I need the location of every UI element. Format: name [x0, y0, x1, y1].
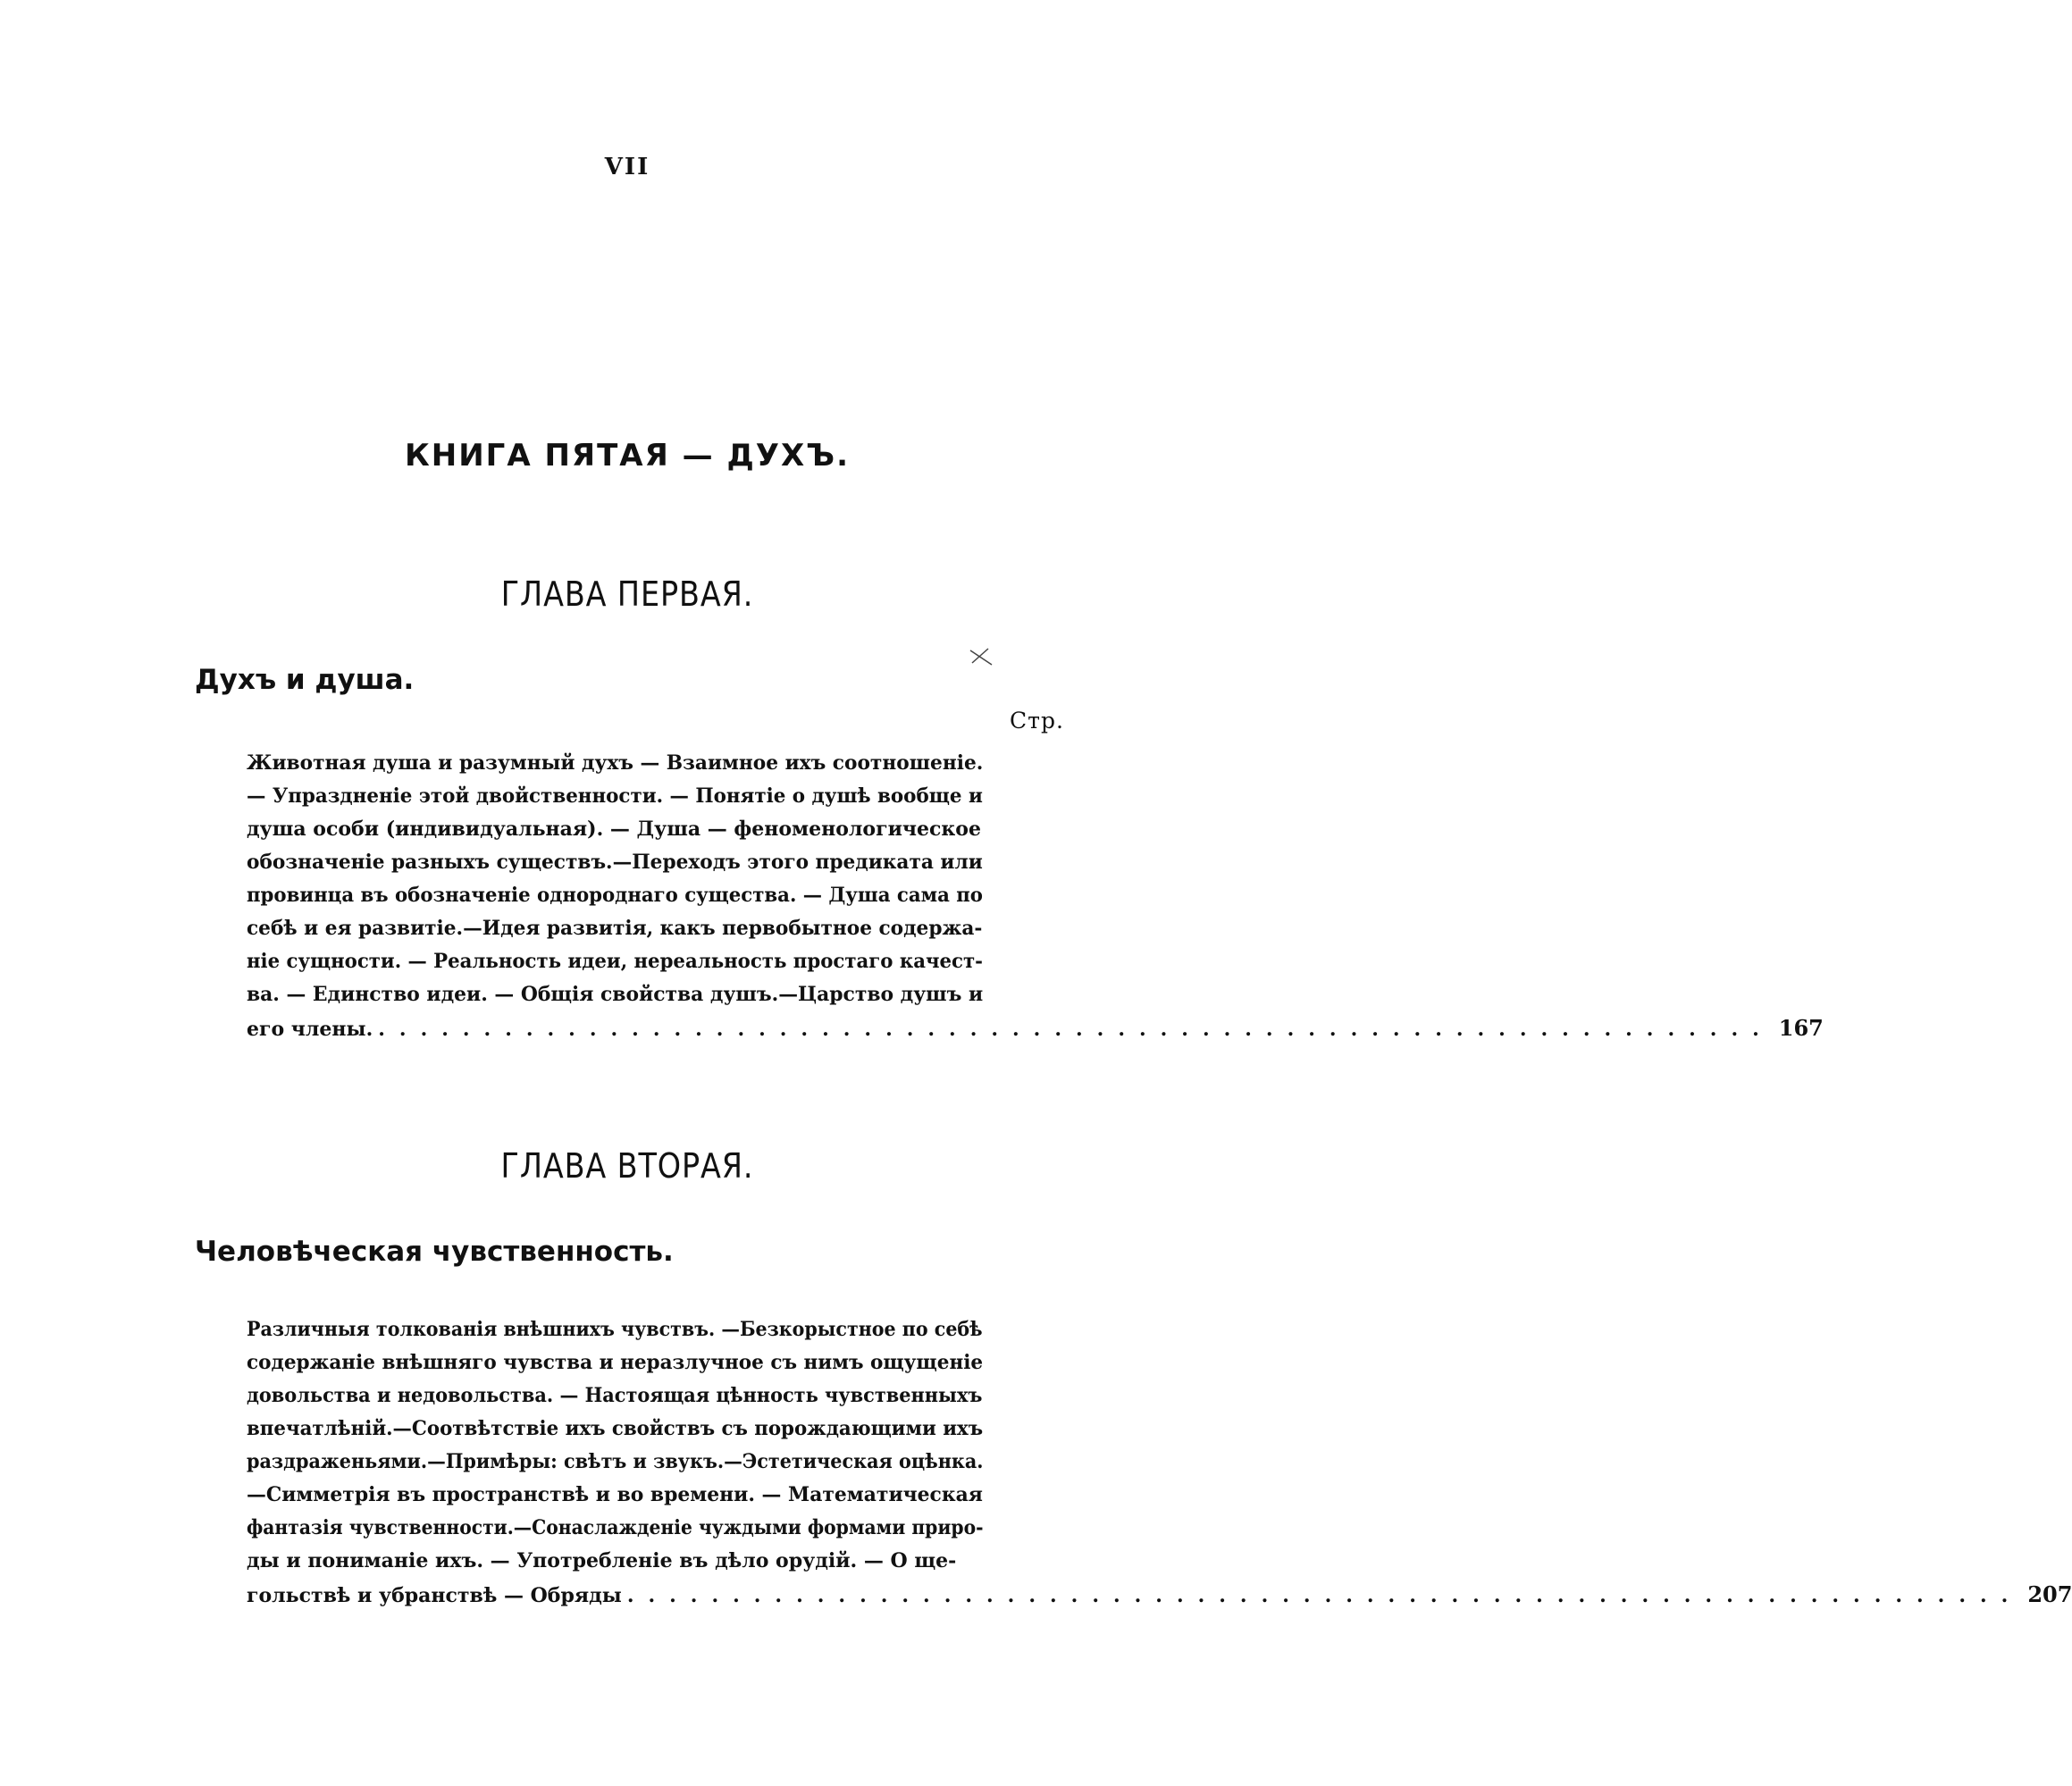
summary-line: фантазія чувственности.—Сонаслажденіе чуждыми формами приро-	[247, 1516, 984, 1539]
chapter-1-heading: ГЛАВА ПЕРВАЯ.	[500, 574, 754, 614]
summary-line: Различныя толкованія внѣшнихъ чувствъ. —Безкорыстное по себѣ	[247, 1318, 983, 1341]
page-number: VII	[604, 154, 650, 180]
summary-line: душа особи (индивидуальная). — Душа — феноменологическое	[247, 818, 981, 841]
summary-line: обозначеніе разныхъ существъ.—Переходъ этого предиката или	[247, 851, 983, 874]
summary-last-line: его члены.	[247, 1018, 373, 1041]
summary-line: ніе сущности. — Реальность идеи, нереальность простаго качест-	[247, 950, 983, 973]
chapter-2-title: Человѣческая чувственность.	[195, 1236, 674, 1268]
chapter-1-leader-row	[247, 1011, 1824, 1044]
summary-line: провинца въ обозначеніе однороднаго существа. — Душа сама по	[247, 884, 983, 907]
chapter-1-page-ref: 167	[1778, 1015, 1824, 1041]
pencil-mark-icon	[967, 645, 997, 672]
chapter-1-summary	[247, 747, 1824, 1044]
summary-line: ды и пониманіе ихъ. — Употребленіе въ дѣло орудій. — О ще-	[247, 1549, 957, 1572]
chapter-1-title: Духъ и душа.	[195, 664, 415, 696]
summary-line: содержаніе внѣшняго чувства и неразлучное съ нимъ ощущеніе	[247, 1351, 984, 1374]
summary-last-line: гольствѣ и убранствѣ — Обряды	[247, 1584, 622, 1607]
summary-line: впечатлѣній.—Соотвѣтствіе ихъ свойствъ съ порождающими ихъ	[247, 1417, 984, 1440]
summary-line: себѣ и ея развитіе.—Идея развитія, какъ первобытное содержа-	[247, 917, 983, 940]
chapter-2-leader-row	[247, 1578, 2072, 1611]
chapter-2-heading: ГЛАВА ВТОРАЯ.	[500, 1146, 754, 1186]
pages-column-label: Стр.	[1010, 708, 1064, 734]
dot-leader: ..................................................................	[626, 1584, 2023, 1607]
chapter-1-summary-text	[247, 747, 1060, 1011]
summary-line: раздраженьями.—Примѣры: свѣтъ и звукъ.—Эстетическая оцѣнка.	[247, 1450, 984, 1473]
summary-line: —Симметрія въ пространствѣ и во времени. — Математическая	[247, 1483, 983, 1506]
dot-leader: ..................................................................	[378, 1018, 1774, 1041]
summary-line: ва. — Единство идеи. — Общія свойства душъ.—Царство душъ и	[247, 983, 984, 1006]
summary-line: — Упраздненіе этой двойственности. — Понятіе о душѣ вообще и	[247, 784, 983, 808]
chapter-2-summary	[247, 1313, 2072, 1611]
chapter-2-summary-text	[247, 1313, 1060, 1578]
book-title: КНИГА ПЯТАЯ — ДУХЪ.	[404, 438, 851, 474]
chapter-2-page-ref: 207	[2027, 1581, 2072, 1607]
summary-line: Животная душа и разумный духъ — Взаимное ихъ соотношеніе.	[247, 751, 984, 775]
summary-line: довольства и недовольства. — Настоящая цѣнность чувственныхъ	[247, 1384, 983, 1407]
